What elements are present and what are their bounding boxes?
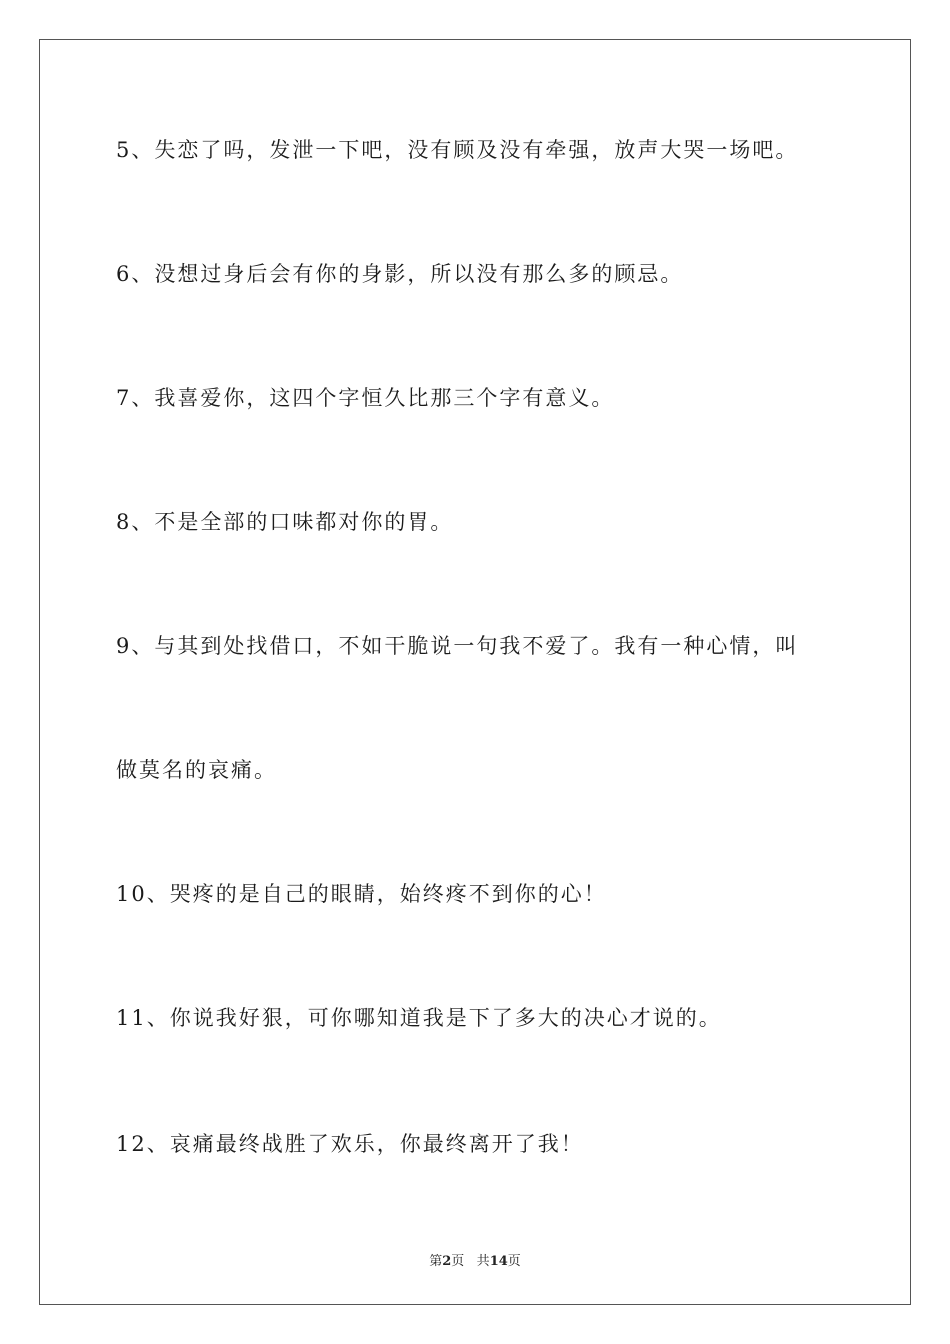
text-line-4: 8、不是全部的口味都对你的胃。 — [116, 510, 454, 534]
page-suffix: 页 — [451, 1254, 465, 1269]
total-prefix: 共 — [476, 1254, 490, 1269]
page-footer — [0, 1250, 950, 1269]
text-line-5: 9、与其到处找借口，不如干脆说一句我不爱了。我有一种心情，叫 — [116, 634, 799, 658]
page-prefix: 第 — [429, 1254, 443, 1269]
text-line-8: 11、你说我好狠，可你哪知道我是下了多大的决心才说的。 — [116, 1006, 722, 1030]
text-line-1: 5、失恋了吗，发泄一下吧，没有顾及没有牵强，放声大哭一场吧。 — [116, 138, 799, 162]
page-number: 2 — [442, 1254, 452, 1269]
text-line-7: 10、哭疼的是自己的眼睛，始终疼不到你的心！ — [116, 882, 607, 906]
text-line-2: 6、没想过身后会有你的身影，所以没有那么多的顾忌。 — [116, 262, 684, 286]
page-frame — [39, 39, 911, 1305]
total-suffix: 页 — [507, 1254, 521, 1269]
text-line-3: 7、我喜爱你，这四个字恒久比那三个字有意义。 — [116, 386, 615, 410]
text-line-6: 做莫名的哀痛。 — [116, 758, 277, 782]
text-line-9: 12、哀痛最终战胜了欢乐，你最终离开了我！ — [116, 1132, 584, 1156]
total-pages: 14 — [489, 1254, 508, 1269]
